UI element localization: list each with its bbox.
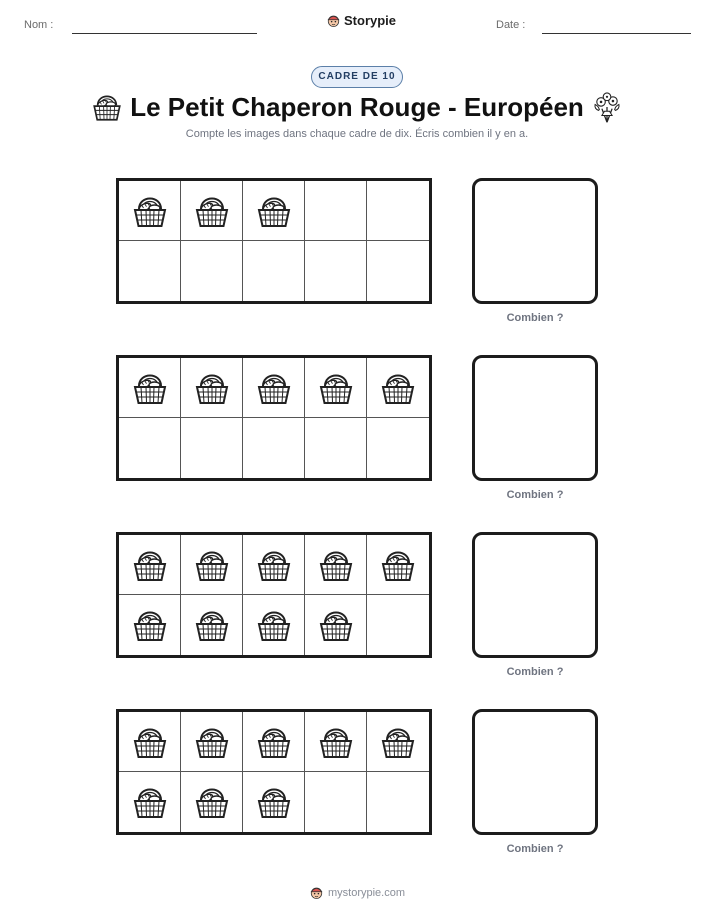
bread-basket-icon (130, 722, 170, 762)
frame-cell (119, 772, 181, 832)
bread-basket-icon (254, 605, 294, 645)
frame-cell (305, 535, 367, 595)
frame-cell (243, 772, 305, 832)
flower-bouquet-icon (590, 90, 624, 124)
bread-basket-icon (316, 368, 356, 408)
frame-cell (181, 181, 243, 241)
brand-name: Storypie (344, 13, 397, 28)
footer-url[interactable]: mystorypie.com (327, 886, 406, 899)
ten-frame-4 (116, 709, 432, 835)
bread-basket-icon (130, 368, 170, 408)
frame-cell (305, 712, 367, 772)
bread-basket-icon (130, 782, 170, 822)
ten-frame-2 (116, 355, 432, 481)
frame-cell (367, 712, 429, 772)
frame-cell (305, 772, 367, 832)
bread-basket-icon (378, 368, 418, 408)
brand-logo (326, 13, 396, 28)
ten-frame-3 (116, 532, 432, 658)
bread-basket-icon (130, 545, 170, 585)
frame-cell (181, 712, 243, 772)
frame-cell (305, 181, 367, 241)
bread-basket-icon (192, 191, 232, 231)
frame-cell (367, 418, 429, 478)
frame-cell (305, 241, 367, 301)
ten-frame-1 (116, 178, 432, 304)
frame-cell (305, 595, 367, 655)
page-title: Le Petit Chaperon Rouge - Européen (130, 92, 584, 122)
frame-cell (367, 595, 429, 655)
bread-basket-icon (192, 605, 232, 645)
frame-cell (243, 241, 305, 301)
bread-basket-icon (130, 605, 170, 645)
frame-cell (243, 712, 305, 772)
bread-basket-icon (316, 605, 356, 645)
frame-cell (305, 418, 367, 478)
combien-label-4: Combien ? (506, 843, 564, 855)
frame-cell (119, 418, 181, 478)
frame-cell (119, 595, 181, 655)
bread-basket-icon (316, 545, 356, 585)
date-label: Date : (496, 19, 526, 31)
name-label: Nom : (24, 19, 54, 31)
frame-cell (367, 772, 429, 832)
answer-box-3[interactable] (472, 532, 598, 658)
frame-cell (305, 358, 367, 418)
frame-cell (119, 358, 181, 418)
bread-basket-icon (192, 782, 232, 822)
frame-cell (243, 181, 305, 241)
footer (0, 885, 714, 900)
mascot-icon (309, 885, 324, 900)
frame-cell (243, 358, 305, 418)
frame-cell (181, 535, 243, 595)
combien-label-2: Combien ? (506, 489, 564, 501)
instructions: Compte les images dans chaque cadre de dix. Écris combien il y en a. (185, 128, 529, 140)
name-write-line[interactable] (72, 33, 257, 34)
combien-label-3: Combien ? (506, 666, 564, 678)
frame-cell (119, 241, 181, 301)
bread-basket-icon (254, 368, 294, 408)
bread-basket-icon (192, 368, 232, 408)
frame-cell (243, 535, 305, 595)
date-write-line[interactable] (542, 33, 691, 34)
frame-cell (243, 595, 305, 655)
frame-cell (243, 418, 305, 478)
frame-cell (367, 358, 429, 418)
frame-cell (367, 241, 429, 301)
bread-basket-icon (254, 545, 294, 585)
bread-basket-icon (192, 722, 232, 762)
frame-cell (367, 535, 429, 595)
frame-cell (119, 535, 181, 595)
answer-box-1[interactable] (472, 178, 598, 304)
frame-cell (367, 181, 429, 241)
answer-box-2[interactable] (472, 355, 598, 481)
bread-basket-icon (316, 722, 356, 762)
worksheet-type-badge: CADRE DE 10 (311, 66, 403, 88)
frame-cell (181, 772, 243, 832)
frame-cell (181, 358, 243, 418)
bread-basket-icon (254, 191, 294, 231)
bread-basket-icon (378, 722, 418, 762)
bread-basket-icon (378, 545, 418, 585)
answer-box-4[interactable] (472, 709, 598, 835)
frame-cell (181, 595, 243, 655)
combien-label-1: Combien ? (506, 312, 564, 324)
bread-basket-icon (254, 782, 294, 822)
bread-basket-icon (254, 722, 294, 762)
frame-cell (181, 418, 243, 478)
frame-cell (119, 181, 181, 241)
bread-basket-icon (130, 191, 170, 231)
frame-cell (181, 241, 243, 301)
frame-cell (119, 712, 181, 772)
bread-basket-icon (192, 545, 232, 585)
mascot-icon (326, 13, 341, 28)
